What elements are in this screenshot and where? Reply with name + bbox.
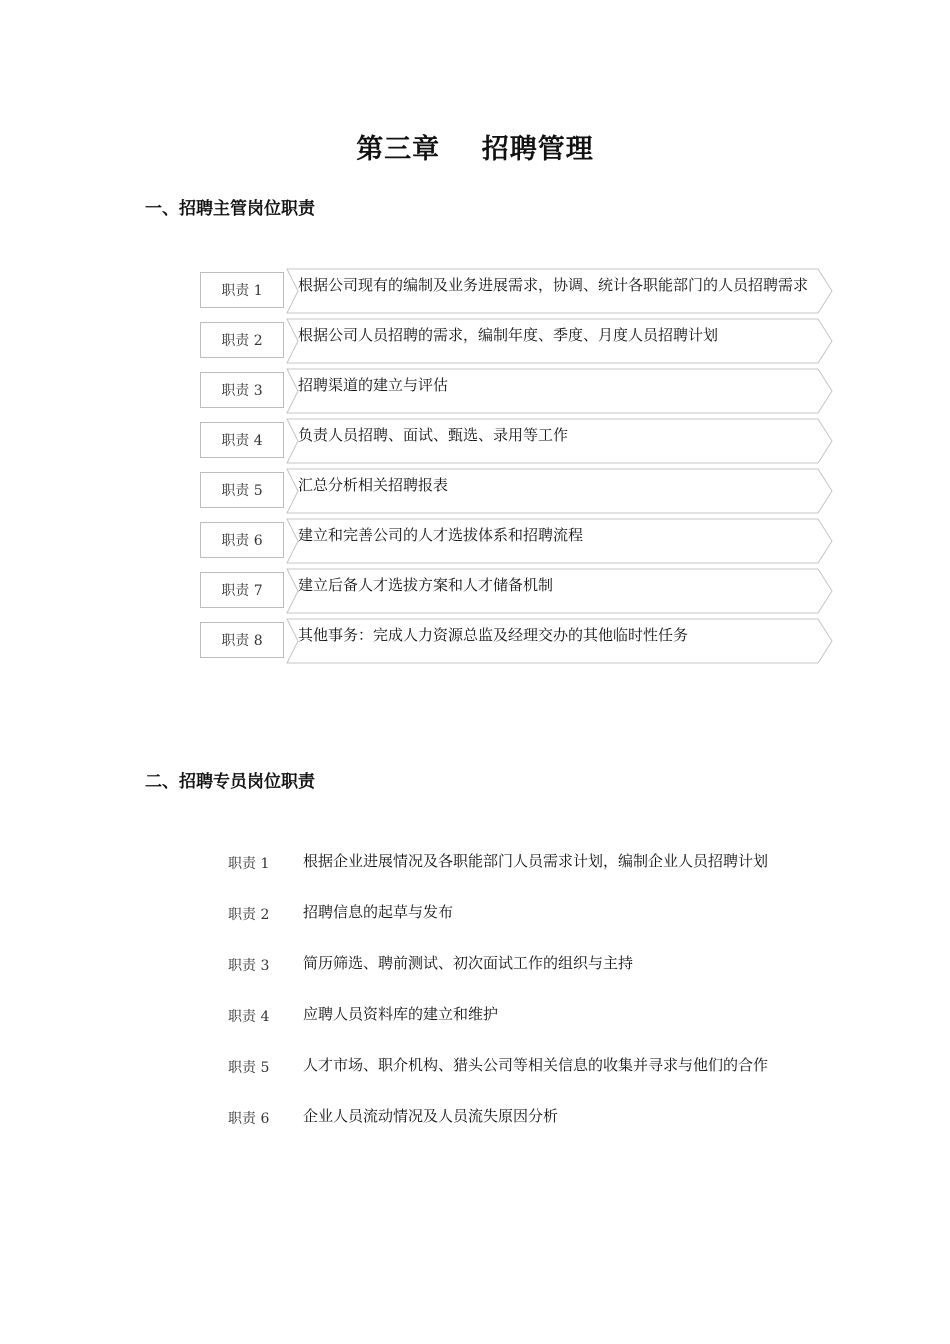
duty-label: 职责 3 (228, 958, 270, 974)
duty-row (228, 952, 848, 1003)
duty-label: 职责 4 (228, 1009, 270, 1025)
duty-text: 负责人员招聘、面试、甄选、录用等工作 (298, 426, 569, 444)
duty-label: 职责 8 (200, 622, 284, 658)
section-heading-specialist: 二、招聘专员岗位职责 (145, 772, 315, 792)
duty-label: 职责 3 (200, 372, 284, 408)
duty-row (200, 468, 840, 514)
specialist-duty-list (228, 850, 848, 1156)
duty-row (200, 268, 840, 314)
page-title: 第三章 招聘管理 (356, 134, 594, 165)
supervisor-duty-list (200, 268, 840, 668)
duty-row (200, 368, 840, 414)
duty-text: 其他事务：完成人力资源总监及经理交办的其他临时性任务 (298, 626, 689, 644)
duty-text: 招聘渠道的建立与评估 (298, 376, 449, 394)
duty-label: 职责 1 (200, 272, 284, 308)
duty-text: 根据公司现有的编制及业务进展需求，协调、统计各职能部门的人员招聘需求 (298, 276, 809, 294)
duty-text: 人才市场、职介机构、猎头公司等相关信息的收集并寻求与他们的合作 (303, 1056, 769, 1074)
duty-text: 根据公司人员招聘的需求，编制年度、季度、月度人员招聘计划 (298, 326, 719, 344)
section-heading-supervisor: 一、招聘主管岗位职责 (145, 199, 315, 219)
duty-row (200, 318, 840, 364)
duty-row (228, 901, 848, 952)
duty-row (200, 568, 840, 614)
duty-text: 汇总分析相关招聘报表 (298, 476, 449, 494)
duty-row (228, 850, 848, 901)
duty-label: 职责 5 (200, 472, 284, 508)
duty-label: 职责 5 (228, 1060, 270, 1076)
duty-text: 企业人员流动情况及人员流失原因分析 (303, 1107, 559, 1125)
duty-text: 招聘信息的起草与发布 (303, 903, 454, 921)
duty-label: 职责 1 (228, 856, 270, 872)
duty-label: 职责 6 (200, 522, 284, 558)
duty-row (200, 418, 840, 464)
duty-row (228, 1054, 848, 1105)
duty-text: 根据企业进展情况及各职能部门人员需求计划，编制企业人员招聘计划 (303, 852, 769, 870)
duty-text: 建立和完善公司的人才选拔体系和招聘流程 (298, 526, 584, 544)
duty-label: 职责 7 (200, 572, 284, 608)
duty-text: 应聘人员资料库的建立和维护 (303, 1005, 499, 1023)
duty-row (200, 618, 840, 664)
duty-label: 职责 6 (228, 1111, 270, 1127)
duty-row (228, 1003, 848, 1054)
duty-label: 职责 2 (200, 322, 284, 358)
duty-text: 建立后备人才选拔方案和人才储备机制 (298, 576, 554, 594)
duty-row (200, 518, 840, 564)
duty-label: 职责 4 (200, 422, 284, 458)
duty-text: 简历筛选、聘前测试、初次面试工作的组织与主持 (303, 954, 634, 972)
duty-label: 职责 2 (228, 907, 270, 923)
duty-row (228, 1105, 848, 1156)
